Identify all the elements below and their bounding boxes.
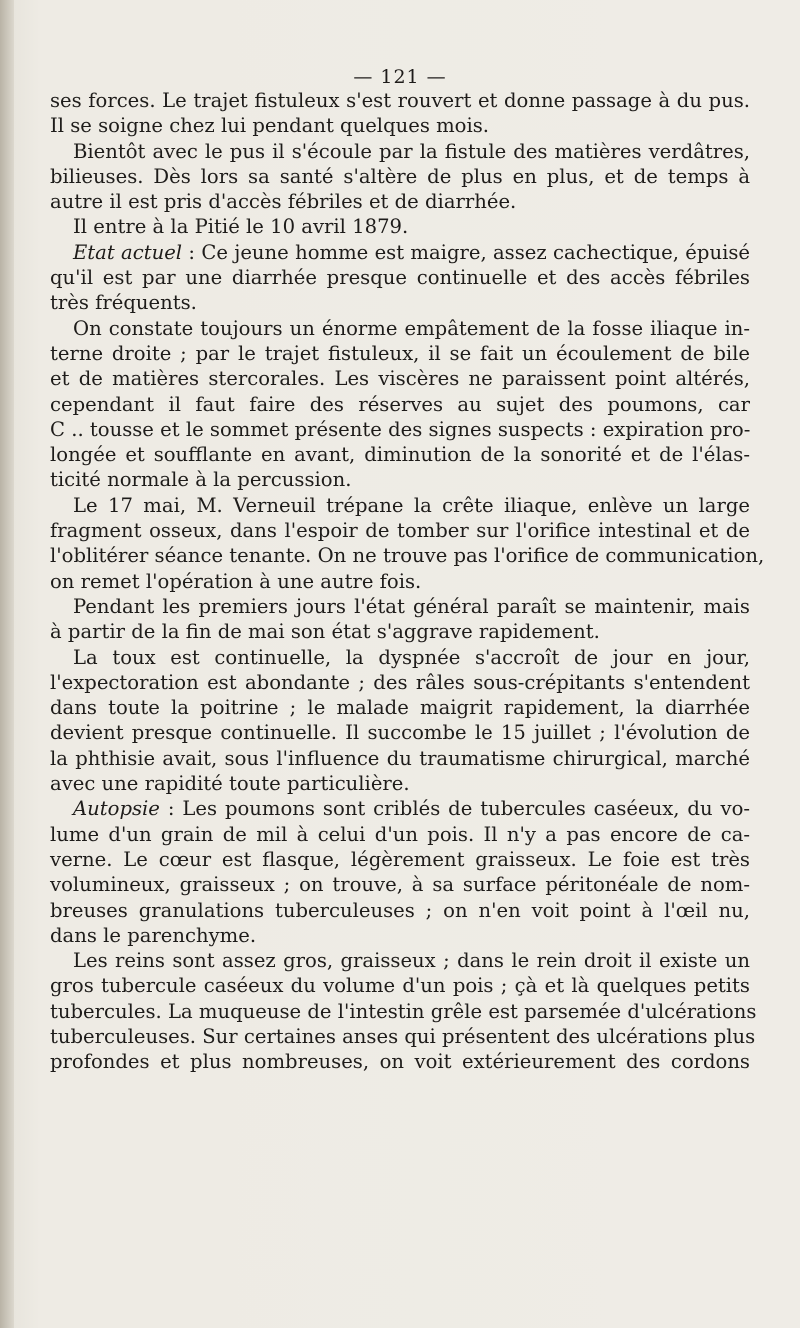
section-heading: Autopsie [73, 797, 160, 821]
text-line: la phthisie avait, sous l'influence du traumatisme chirurgical, marché [50, 746, 750, 770]
text-line: l'oblitérer séance tenante. On ne trouve pas l'orifice de communication, [50, 544, 765, 568]
text-line: Les reins sont assez gros, graisseux ; dans le rein droit il existe un [73, 949, 750, 973]
text-line: très fréquents. [50, 291, 197, 315]
text-line: breuses granulations tuberculeuses ; on n'en voit point à l'œil nu, [50, 898, 750, 922]
text-line: C .. tousse et le sommet présente des signes suspects : expiration pro- [50, 417, 751, 441]
text-line: longée et soufflante en avant, diminution de la sonorité et de l'élas- [50, 443, 750, 467]
text-line: tuberculeuses. Sur certaines anses qui présentent des ulcérations plus [50, 1024, 756, 1048]
text-line: fragment osseux, dans l'espoir de tomber sur l'orifice intestinal et de [50, 519, 750, 543]
text-line: avec une rapidité toute particulière. [50, 772, 410, 796]
text-line: on remet l'opération à une autre fois. [50, 569, 422, 593]
text-line: lume d'un grain de mil à celui d'un pois. Il n'y a pas encore de ca- [50, 822, 750, 846]
text-line: verne. Le cœur est flasque, légèrement graisseux. Le foie est très [50, 847, 750, 871]
text-line: Le 17 mai, M. Verneuil trépane la crête iliaque, enlève un large [73, 493, 750, 517]
text-line: terne droite ; par le trajet fistuleux, il se fait un écoulement de bile [50, 341, 750, 365]
body-text [50, 88, 765, 1075]
text-line: l'expectoration est abondante ; des râles sous-crépitants s'entendent [50, 670, 750, 694]
text-line: dans toute la poitrine ; le malade maigrit rapidement, la diarrhée [50, 696, 750, 720]
text-line: devient presque continuelle. Il succombe le 15 juillet ; l'évolution de [50, 721, 750, 745]
text-line [50, 240, 750, 265]
page-number: — 121 — [353, 66, 447, 88]
text-line: autre il est pris d'accès fébriles et de diarrhée. [50, 190, 517, 214]
text-line: gros tubercule caséeux du volume d'un pois ; çà et là quelques petits [50, 974, 750, 998]
text-line: La toux est continuelle, la dyspnée s'accroît de jour en jour, [73, 645, 750, 669]
text-line: et de matières stercorales. Les viscères ne paraissent point altérés, [50, 367, 750, 391]
text-line: Il se soigne chez lui pendant quelques mois. [50, 114, 490, 138]
text-line: bilieuses. Dès lors sa santé s'altère de plus en plus, et de temps à [50, 164, 750, 188]
text-line: Il entre à la Pitié le 10 avril 1879. [73, 215, 409, 239]
text-line: tubercules. La muqueuse de l'intestin grêle est parsemée d'ulcérations [50, 999, 757, 1023]
text-line: ticité normale à la percussion. [50, 468, 352, 492]
text-line: Bientôt avec le pus il s'écoule par la fistule des matières verdâtres, [73, 139, 750, 163]
text-line: qu'il est par une diarrhée presque continuelle et des accès fébriles [50, 266, 750, 290]
binding-edge [0, 0, 14, 1328]
text-line: On constate toujours un énorme empâtement de la fosse iliaque in- [73, 316, 750, 340]
text-line: cependant il faut faire des réserves au sujet des poumons, car [50, 392, 750, 416]
text-line: à partir de la fin de mai son état s'aggrave rapidement. [50, 620, 600, 644]
text-line [50, 796, 750, 821]
text-line: profondes et plus nombreuses, on voit extérieurement des cordons [50, 1050, 750, 1074]
text-line: volumineux, graisseux ; on trouve, à sa surface péritonéale de nom- [50, 873, 750, 897]
section-heading: Etat actuel [73, 240, 183, 264]
text-line: dans le parenchyme. [50, 923, 257, 947]
text-line: ses forces. Le trajet fistuleux s'est rouvert et donne passage à du pus. [50, 89, 750, 112]
line-text: : Les poumons sont criblés de tubercules caséeux, du vo- [159, 797, 750, 821]
line-text: : Ce jeune homme est maigre, assez cachectique, épuisé [182, 240, 750, 264]
text-line: Pendant les premiers jours l'état général paraît se maintenir, mais [73, 594, 750, 618]
